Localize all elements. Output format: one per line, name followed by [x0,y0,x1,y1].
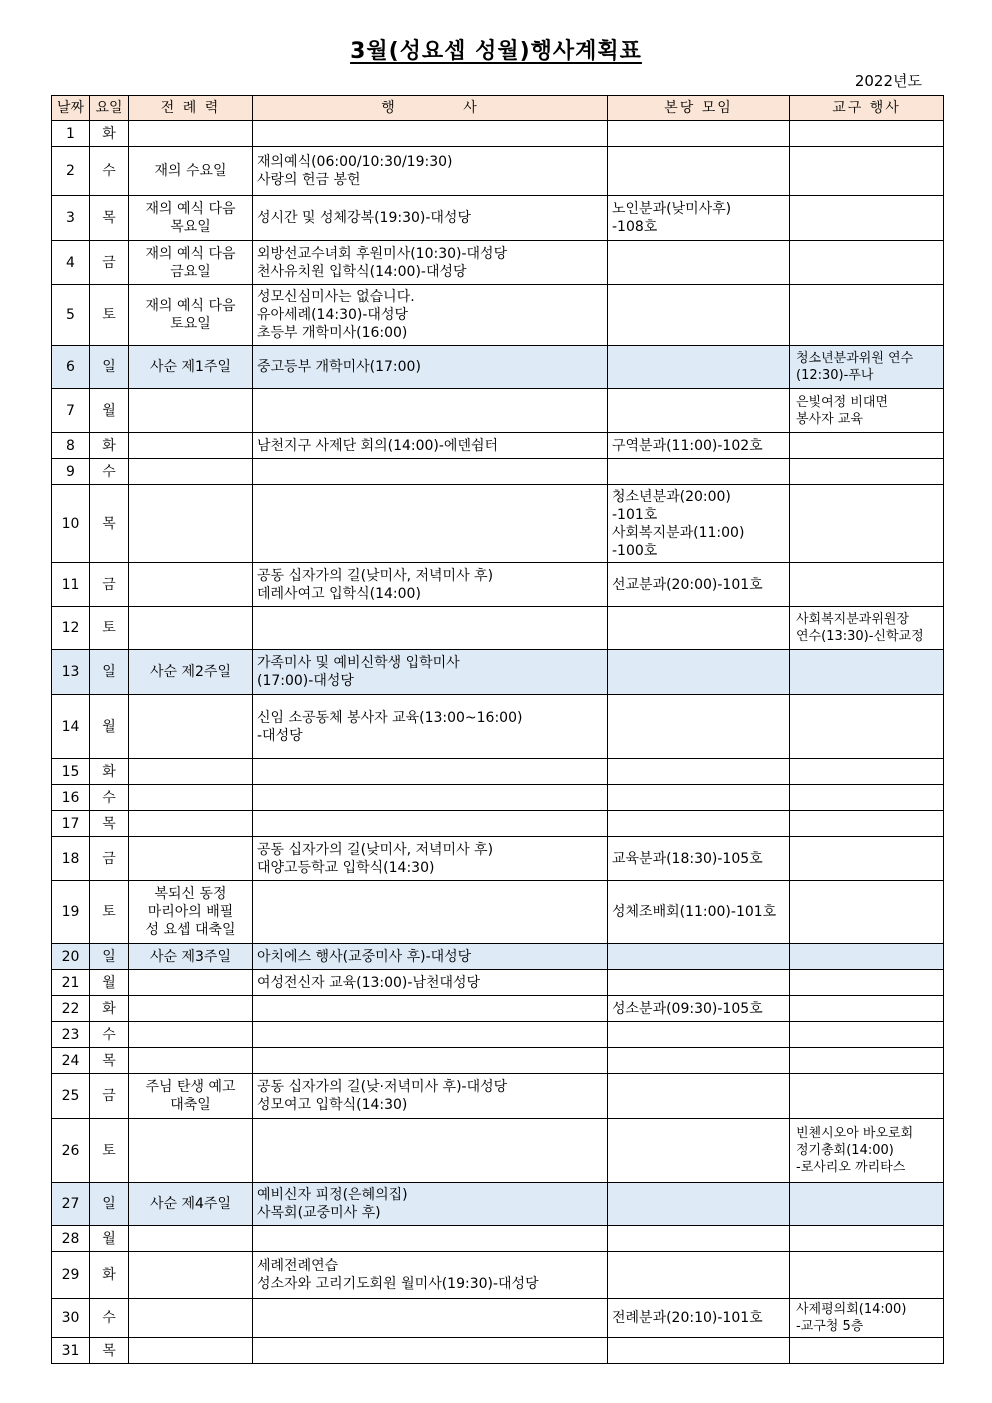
date-cell: 7 [52,389,90,433]
date-cell: 23 [52,1022,90,1048]
cell-line: 아치에스 행사(교중미사 후)-대성당 [257,948,472,965]
events-cell [253,1299,608,1338]
weekday-cell: 수 [90,785,129,811]
date-cell: 6 [52,346,90,389]
table-row [52,433,944,459]
events-cell [253,881,608,944]
events-cell [253,944,608,970]
table-row [52,970,944,996]
parish-meeting-cell [608,1338,790,1364]
liturgy-cell [129,459,253,485]
cell-line: 성소분과(09:30)-105호 [612,1000,763,1017]
events-cell [253,241,608,285]
diocese-events-cell [790,346,944,389]
weekday-cell: 월 [90,389,129,433]
table-row [52,881,944,944]
cell-line: -100호 [612,542,658,559]
weekday-cell: 월 [90,970,129,996]
diocese-events-cell [790,759,944,785]
cell-line: 성모신심미사는 없습니다. [257,289,415,305]
table-row [52,811,944,837]
diocese-events-cell [790,1048,944,1074]
diocese-events-cell [790,147,944,196]
diocese-events-cell [790,485,944,563]
weekday-cell: 화 [90,759,129,785]
liturgy-cell [129,607,253,650]
events-cell [253,785,608,811]
liturgy-cell [129,1299,253,1338]
header-liturgy: 전 례 력 [129,96,253,121]
cell-line: 사제평의회(14:00) [796,1302,907,1317]
table-row [52,785,944,811]
parish-meeting-cell [608,811,790,837]
events-cell [253,346,608,389]
events-cell [253,1119,608,1183]
cell-line: -108호 [612,219,658,235]
weekday-cell: 수 [90,1299,129,1338]
liturgy-cell [129,996,253,1022]
diocese-events-cell [790,1252,944,1299]
parish-meeting-cell [608,196,790,241]
date-cell: 9 [52,459,90,485]
events-cell [253,196,608,241]
events-cell [253,147,608,196]
date-cell: 16 [52,785,90,811]
events-cell [253,285,608,346]
date-cell: 11 [52,563,90,607]
parish-meeting-cell [608,389,790,433]
date-cell: 5 [52,285,90,346]
date-cell: 24 [52,1048,90,1074]
cell-line: 성체조배회(11:00)-101호 [612,904,777,920]
cell-line: 재의 예식 다음 [145,298,236,314]
diocese-events-cell [790,1183,944,1226]
diocese-events-cell [790,881,944,944]
date-cell: 26 [52,1119,90,1183]
weekday-cell: 금 [90,837,129,881]
table-row [52,837,944,881]
events-cell [253,837,608,881]
table-row [52,759,944,785]
liturgy-cell [129,196,253,241]
cell-line: 여성전신자 교육(13:00)-남천대성당 [257,974,481,991]
liturgy-cell [129,1048,253,1074]
cell-line: 사목회(교중미사 후) [257,1205,381,1221]
parish-meeting-cell [608,837,790,881]
events-cell [253,459,608,485]
diocese-events-cell [790,970,944,996]
date-cell: 18 [52,837,90,881]
cell-line: 사순 제2주일 [150,664,231,680]
parish-meeting-cell [608,241,790,285]
events-cell [253,1252,608,1299]
liturgy-cell [129,811,253,837]
weekday-cell: 토 [90,881,129,944]
diocese-events-cell [790,996,944,1022]
date-cell: 19 [52,881,90,944]
liturgy-cell [129,837,253,881]
events-cell [253,970,608,996]
cell-line: 재의 예식 다음 [145,245,236,262]
parish-meeting-cell [608,1022,790,1048]
liturgy-cell [129,695,253,759]
cell-line: 사순 제1주일 [150,359,231,375]
events-cell [253,121,608,147]
cell-line: 중고등부 개학미사(17:00) [257,359,421,375]
liturgy-cell [129,433,253,459]
date-cell: 13 [52,650,90,695]
liturgy-cell [129,1338,253,1364]
liturgy-cell [129,1119,253,1183]
weekday-cell: 목 [90,1338,129,1364]
weekday-cell: 금 [90,241,129,285]
table-row [52,1048,944,1074]
table-row [52,1183,944,1226]
header-weekday: 요일 [90,96,129,121]
cell-line: 목요일 [170,219,211,235]
table-row [52,607,944,650]
liturgy-cell [129,563,253,607]
date-cell: 21 [52,970,90,996]
date-cell: 22 [52,996,90,1022]
parish-meeting-cell [608,1074,790,1119]
cell-line: 빈첸시오아 바오로회 [796,1126,914,1141]
cell-line: 사순 제3주일 [150,948,231,965]
table-row [52,285,944,346]
cell-line: 유아세례(14:30)-대성당 [257,307,408,323]
diocese-events-cell [790,1022,944,1048]
liturgy-cell [129,1183,253,1226]
cell-line: 성 요셉 대축일 [145,922,236,938]
cell-line: 재의예식(06:00/10:30/19:30) [257,154,453,170]
cell-line: 은빛여정 비대면 [796,394,889,410]
weekday-cell: 일 [90,944,129,970]
cell-line: (12:30)-푸나 [796,368,874,383]
table-row [52,944,944,970]
cell-line: 주님 탄생 예고 [145,1079,236,1095]
cell-line: -대성당 [257,727,303,744]
diocese-events-cell [790,1338,944,1364]
events-cell [253,1226,608,1252]
table-row [52,1252,944,1299]
parish-meeting-cell [608,1048,790,1074]
cell-line: 천사유치원 입학식(14:00)-대성당 [257,263,467,280]
liturgy-cell [129,785,253,811]
cell-line: 전례분과(20:10)-101호 [612,1310,763,1326]
cell-line: 대양고등학교 입학식(14:30) [257,859,435,876]
liturgy-cell [129,970,253,996]
parish-meeting-cell [608,285,790,346]
weekday-cell: 토 [90,1119,129,1183]
weekday-cell: 월 [90,1226,129,1252]
date-cell: 2 [52,147,90,196]
weekday-cell: 수 [90,1022,129,1048]
diocese-events-cell [790,121,944,147]
parish-meeting-cell [608,459,790,485]
events-cell [253,389,608,433]
diocese-events-cell [790,1119,944,1183]
header-diocese-events: 교구 행사 [790,96,944,121]
diocese-events-cell [790,285,944,346]
date-cell: 12 [52,607,90,650]
weekday-cell: 수 [90,459,129,485]
weekday-cell: 일 [90,650,129,695]
cell-line: 사순 제4주일 [150,1196,231,1212]
cell-line: 마리아의 배필 [147,904,234,920]
date-cell: 31 [52,1338,90,1364]
diocese-events-cell [790,1074,944,1119]
events-cell [253,996,608,1022]
weekday-cell: 화 [90,121,129,147]
events-cell [253,1022,608,1048]
parish-meeting-cell [608,785,790,811]
weekday-cell: 금 [90,563,129,607]
events-cell [253,1048,608,1074]
weekday-cell: 수 [90,147,129,196]
table-row [52,563,944,607]
date-cell: 28 [52,1226,90,1252]
weekday-cell: 목 [90,196,129,241]
cell-line: 청소년분과위원 연수 [796,351,914,366]
parish-meeting-cell [608,1252,790,1299]
parish-meeting-cell [608,485,790,563]
parish-meeting-cell [608,881,790,944]
table-row [52,121,944,147]
parish-meeting-cell [608,944,790,970]
header-row [52,96,944,121]
diocese-events-cell [790,944,944,970]
parish-meeting-cell [608,1226,790,1252]
diocese-events-cell [790,433,944,459]
events-cell [253,563,608,607]
date-cell: 14 [52,695,90,759]
diocese-events-cell [790,650,944,695]
liturgy-cell [129,147,253,196]
parish-meeting-cell [608,433,790,459]
parish-meeting-cell [608,1119,790,1183]
liturgy-cell [129,1226,253,1252]
date-cell: 15 [52,759,90,785]
cell-line: -교구청 5층 [796,1319,864,1334]
date-cell: 4 [52,241,90,285]
table-row [52,241,944,285]
events-cell [253,759,608,785]
table-row [52,1338,944,1364]
parish-meeting-cell [608,1299,790,1338]
parish-meeting-cell [608,121,790,147]
cell-line: 예비신자 피정(은혜의집) [257,1187,408,1203]
table-row [52,1022,944,1048]
cell-line: 봉사자 교육 [796,411,863,427]
weekday-cell: 목 [90,485,129,563]
cell-line: 정기총회(14:00) [796,1143,894,1158]
diocese-events-cell [790,241,944,285]
cell-line: 복되신 동정 [154,886,227,902]
cell-line: (17:00)-대성당 [257,673,354,689]
header-events: 행 사 [253,96,608,121]
year-label: 2022년도 [854,72,922,90]
events-cell [253,1338,608,1364]
liturgy-cell [129,485,253,563]
cell-line: 성모여고 입학식(14:30) [257,1097,408,1113]
weekday-cell: 일 [90,346,129,389]
liturgy-cell [129,944,253,970]
cell-line: 공동 십자가의 길(낮·저녁미사 후)-대성당 [257,1079,508,1095]
events-cell [253,811,608,837]
liturgy-cell [129,346,253,389]
header-date: 날짜 [52,96,90,121]
parish-meeting-cell [608,970,790,996]
cell-line: 연수(13:30)-신학교정 [796,629,924,644]
events-cell [253,607,608,650]
date-cell: 30 [52,1299,90,1338]
cell-line: 재의 수요일 [154,163,227,179]
weekday-cell: 목 [90,811,129,837]
liturgy-cell [129,241,253,285]
date-cell: 1 [52,121,90,147]
diocese-events-cell [790,695,944,759]
cell-line: 청소년분과(20:00) [612,488,731,505]
weekday-cell: 월 [90,695,129,759]
cell-line: 성소자와 고리기도회원 월미사(19:30)-대성당 [257,1276,539,1292]
cell-line: 초등부 개학미사(16:00) [257,325,408,341]
cell-line: 사회복지분과(11:00) [612,524,745,541]
schedule-table [51,95,944,1364]
parish-meeting-cell [608,607,790,650]
date-cell: 3 [52,196,90,241]
parish-meeting-cell [608,147,790,196]
parish-meeting-cell [608,346,790,389]
parish-meeting-cell [608,1183,790,1226]
cell-line: 공동 십자가의 길(낮미사, 저녁미사 후) [257,567,494,584]
date-cell: 27 [52,1183,90,1226]
weekday-cell: 토 [90,607,129,650]
date-cell: 10 [52,485,90,563]
weekday-cell: 토 [90,285,129,346]
diocese-events-cell [790,1226,944,1252]
liturgy-cell [129,1022,253,1048]
events-cell [253,485,608,563]
liturgy-cell [129,881,253,944]
cell-line: 금요일 [170,263,211,280]
cell-line: 사회복지분과위원장 [796,612,910,627]
liturgy-cell [129,285,253,346]
weekday-cell: 화 [90,433,129,459]
table-row [52,1299,944,1338]
table-row [52,485,944,563]
cell-line: 선교분과(20:00)-101호 [612,576,763,593]
diocese-events-cell [790,785,944,811]
table-row [52,196,944,241]
parish-meeting-cell [608,695,790,759]
liturgy-cell [129,121,253,147]
cell-line: 세례전례연습 [257,1258,339,1274]
date-cell: 8 [52,433,90,459]
table-row [52,996,944,1022]
liturgy-cell [129,759,253,785]
parish-meeting-cell [608,996,790,1022]
cell-line: -101호 [612,506,658,523]
parish-meeting-cell [608,563,790,607]
cell-line: 공동 십자가의 길(낮미사, 저녁미사 후) [257,841,494,858]
table-row [52,147,944,196]
diocese-events-cell [790,1299,944,1338]
events-cell [253,1074,608,1119]
liturgy-cell [129,389,253,433]
diocese-events-cell [790,196,944,241]
weekday-cell: 일 [90,1183,129,1226]
date-cell: 25 [52,1074,90,1119]
diocese-events-cell [790,563,944,607]
cell-line: 외방선교수녀회 후원미사(10:30)-대성당 [257,245,508,262]
weekday-cell: 화 [90,1252,129,1299]
cell-line: 신임 소공동체 봉사자 교육(13:00~16:00) [257,709,523,726]
cell-line: 데레사여고 입학식(14:00) [257,585,421,602]
diocese-events-cell [790,459,944,485]
table-row [52,1074,944,1119]
liturgy-cell [129,650,253,695]
diocese-events-cell [790,811,944,837]
table-row [52,459,944,485]
liturgy-cell [129,1074,253,1119]
cell-line: 재의 예식 다음 [145,201,236,217]
cell-line: 구역분과(11:00)-102호 [612,437,763,454]
cell-line: 사랑의 헌금 봉헌 [257,172,361,188]
table-row [52,1119,944,1183]
weekday-cell: 금 [90,1074,129,1119]
page-title: 3월(성요셉 성월)행사계획표 [350,39,642,64]
table-row [52,1226,944,1252]
events-cell [253,1183,608,1226]
events-cell [253,695,608,759]
date-cell: 29 [52,1252,90,1299]
cell-line: 대축일 [170,1097,211,1113]
events-cell [253,433,608,459]
events-cell [253,650,608,695]
parish-meeting-cell [608,759,790,785]
cell-line: 토요일 [170,316,211,332]
table-row [52,389,944,433]
date-cell: 17 [52,811,90,837]
liturgy-cell [129,1252,253,1299]
table-row [52,650,944,695]
cell-line: 성시간 및 성체강복(19:30)-대성당 [257,210,471,226]
diocese-events-cell [790,389,944,433]
cell-line: 남천지구 사제단 회의(14:00)-에덴쉼터 [257,437,499,454]
cell-line: -로사리오 까리타스 [796,1160,906,1175]
date-cell: 20 [52,944,90,970]
header-parish-meeting: 본당 모임 [608,96,790,121]
table-row [52,695,944,759]
weekday-cell: 목 [90,1048,129,1074]
cell-line: 교육분과(18:30)-105호 [612,850,763,867]
weekday-cell: 화 [90,996,129,1022]
cell-line: 가족미사 및 예비신학생 입학미사 [257,655,460,671]
cell-line: 노인분과(낮미사후) [612,201,732,217]
diocese-events-cell [790,607,944,650]
diocese-events-cell [790,837,944,881]
parish-meeting-cell [608,650,790,695]
table-row [52,346,944,389]
